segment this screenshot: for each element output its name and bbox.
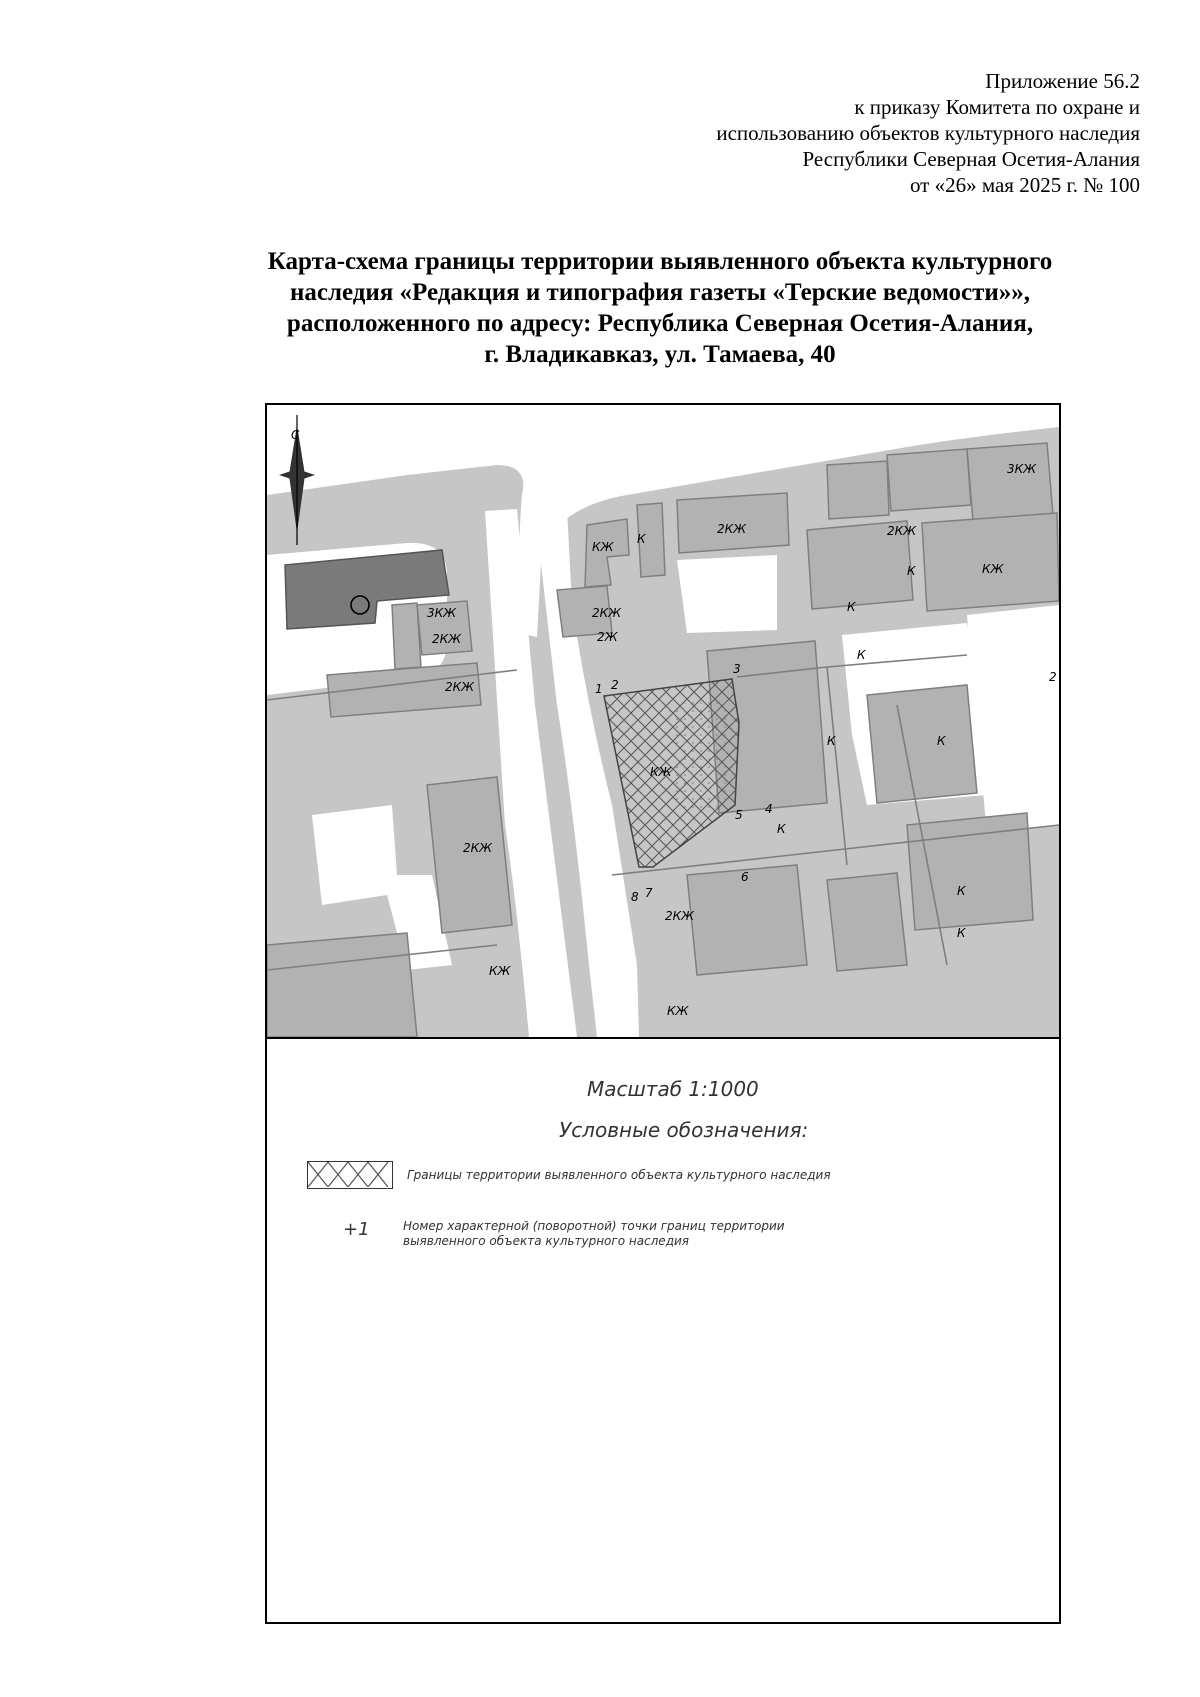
title-line: наследия «Редакция и типография газеты «Терские ведомости»», — [289, 279, 1031, 306]
boundary-hatch-symbol — [307, 1161, 393, 1189]
point-label: 6 — [741, 870, 749, 884]
building — [887, 449, 971, 511]
building-label: К — [937, 734, 946, 748]
north-label: С — [291, 428, 300, 442]
building-label: К — [777, 822, 786, 836]
street-center-yard — [677, 555, 777, 633]
map-scheme — [267, 405, 1059, 1039]
building-label: 2КЖ — [592, 606, 622, 620]
boundary-legend-text: Границы территории выявленного объекта культурного наследия — [407, 1168, 831, 1182]
header-line: от «26» мая 2025 г. № 100 — [909, 173, 1140, 197]
map-scale: Масштаб 1:1000 — [587, 1077, 759, 1101]
building — [427, 777, 512, 933]
header-line: Республики Северная Осетия-Алания — [802, 147, 1140, 171]
building-label: К — [847, 600, 856, 614]
header-line: к приказу Комитета по охране и — [854, 95, 1140, 119]
building-label: 3КЖ — [1007, 462, 1037, 476]
map-sheet-frame — [265, 403, 1061, 1624]
point-legend-text — [403, 1219, 785, 1249]
hatch-symbol-svg — [308, 1162, 391, 1187]
title-line: Карта-схема границы территории выявленного объекта культурного — [267, 248, 1053, 275]
building — [392, 603, 421, 669]
building-label: 2КЖ — [445, 680, 475, 694]
building-label: КЖ — [667, 1004, 689, 1018]
building-label: КЖ — [650, 765, 672, 779]
building-label: К — [857, 648, 866, 662]
point-label: 5 — [735, 808, 743, 822]
building-label: КЖ — [489, 964, 511, 978]
map-legend — [267, 1039, 1059, 1622]
building-label: К — [907, 564, 916, 578]
point-label: 4 — [765, 802, 773, 816]
point-legend-line: Номер характерной (поворотной) точки границ территории — [403, 1219, 785, 1233]
point-legend-line: выявленного объекта культурного наследия — [403, 1234, 690, 1248]
building — [267, 933, 417, 1037]
legend-title: Условные обозначения: — [559, 1118, 809, 1142]
point-label: 8 — [631, 890, 639, 904]
building-label: К — [827, 734, 836, 748]
territory-dotted-interior — [669, 697, 733, 815]
building-label: 2КЖ — [432, 632, 462, 646]
point-label: 3 — [733, 662, 741, 676]
point-symbol: +1 — [343, 1219, 370, 1240]
building — [827, 461, 889, 519]
building-label: 2КЖ — [887, 524, 917, 538]
point-label: 2 — [611, 678, 619, 692]
building-label: КЖ — [592, 540, 614, 554]
building-label: К — [957, 926, 966, 940]
point-label: 7 — [645, 886, 653, 900]
building-label: К — [957, 884, 966, 898]
title-line: расположенного по адресу: Республика Северная Осетия-Алания, — [286, 310, 1034, 337]
map-svg — [267, 405, 1059, 1037]
title-line: г. Владикавказ, ул. Тамаева, 40 — [484, 341, 836, 368]
header-line: использованию объектов культурного наследия — [716, 121, 1140, 145]
building — [867, 685, 977, 803]
appendix-header — [500, 68, 1140, 198]
building-label: 2Ж — [597, 630, 618, 644]
building-label: 3КЖ — [427, 606, 457, 620]
building-label: 2КЖ — [665, 909, 695, 923]
document-title — [180, 246, 1140, 370]
building — [967, 443, 1053, 521]
building-label: 2 — [1049, 670, 1057, 684]
building-label: 2КЖ — [463, 841, 493, 855]
header-line: Приложение 56.2 — [985, 69, 1140, 93]
building-label: 2КЖ — [717, 522, 747, 536]
building-label: КЖ — [982, 562, 1004, 576]
point-label: 1 — [595, 682, 603, 696]
building-label: К — [637, 532, 646, 546]
building — [827, 873, 907, 971]
